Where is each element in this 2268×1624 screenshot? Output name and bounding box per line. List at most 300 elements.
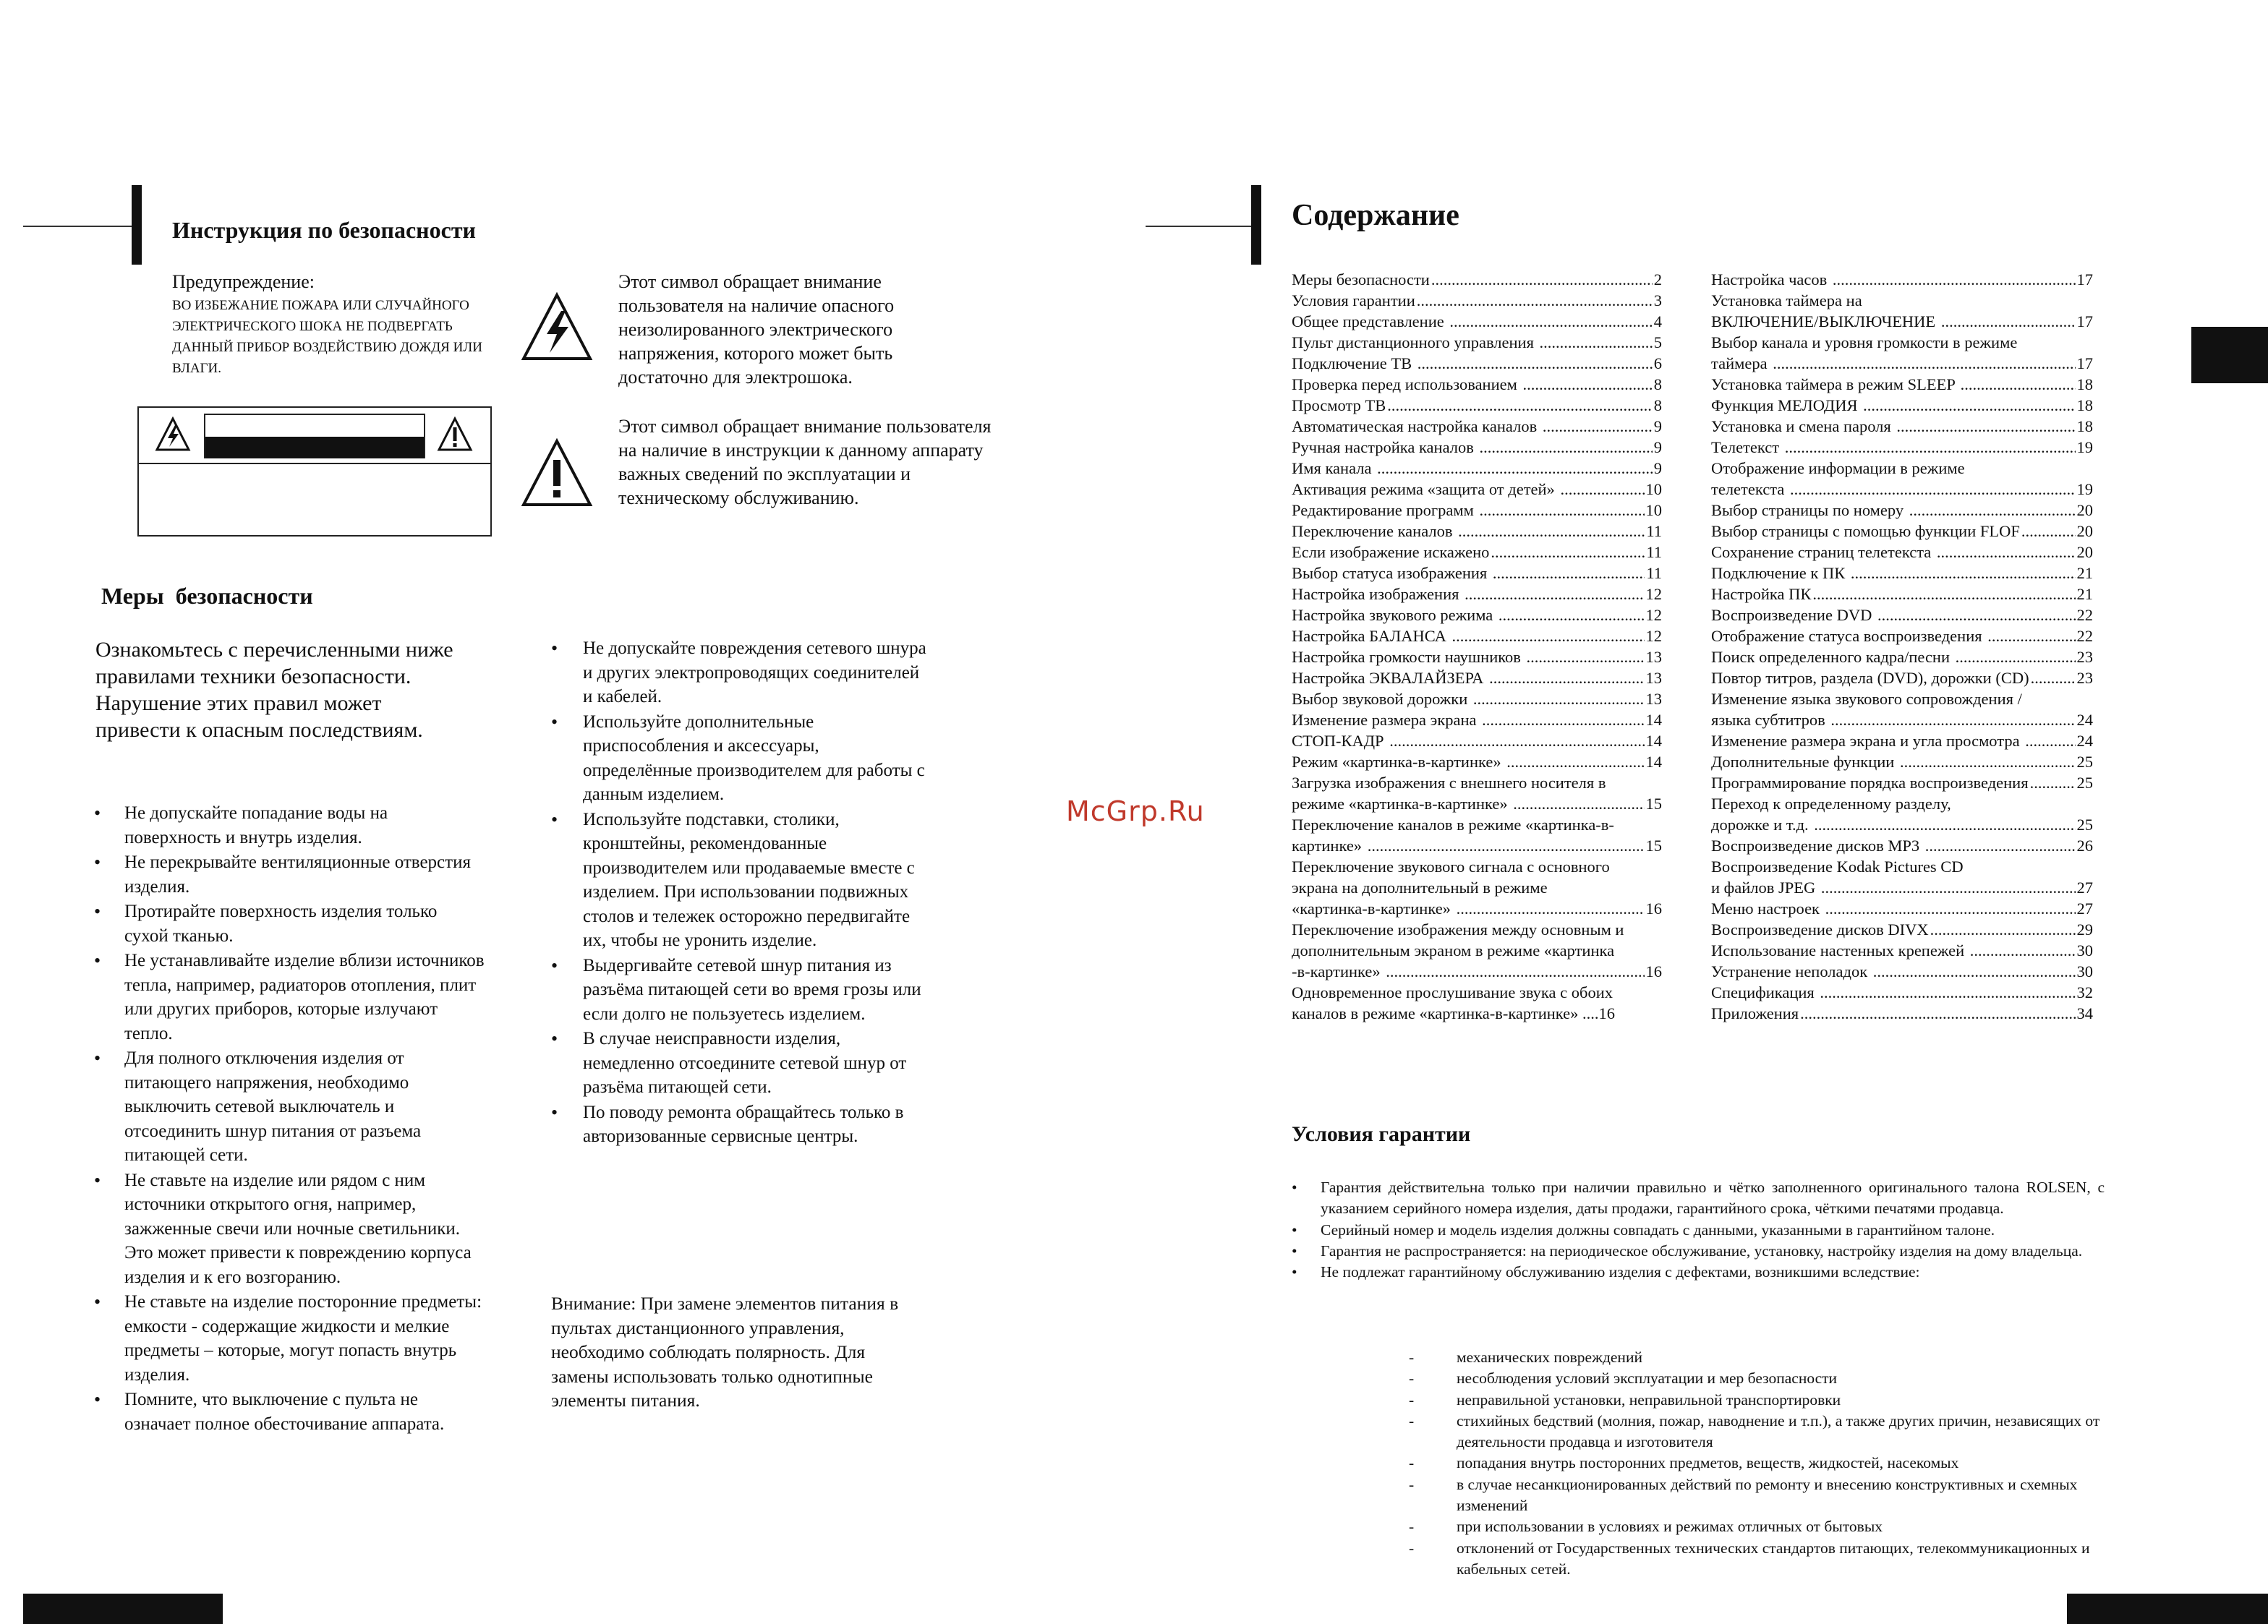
toc-entry-title: Пульт дистанционного управления bbox=[1292, 333, 1538, 351]
toc-dot-leader bbox=[1833, 269, 2076, 290]
footer-block-right bbox=[2067, 1594, 2268, 1624]
toc-entry[interactable] bbox=[1292, 961, 1662, 982]
toc-page-number: 8 bbox=[1653, 396, 1662, 414]
lightning-warning-icon bbox=[155, 416, 191, 453]
toc-dot-leader bbox=[1930, 919, 2076, 940]
toc-entry-title: Телетекст bbox=[1711, 438, 1783, 456]
list-item: • В случае неисправности изделия, немедленно отсоедините сетевой шнур от разъёма питающей сети. bbox=[551, 1027, 927, 1100]
toc-entry-title: Поиск определенного кадра/песни bbox=[1711, 648, 1954, 666]
toc-page-number: 22 bbox=[2076, 606, 2093, 624]
safety-rules-right bbox=[551, 636, 927, 1150]
toc-page-number: 13 bbox=[1645, 648, 1662, 666]
toc-page-number: 10 bbox=[1645, 480, 1662, 498]
symbol2-description: Этот символ обращает внимание пользователя на наличие в инструкции к данному аппарату важных сведений по эксплуатации и техническому обслуживанию. bbox=[618, 416, 992, 508]
toc-continuation-line: Загрузка изображения с внешнего носителя в bbox=[1292, 774, 1606, 792]
toc-entry-title: Функция МЕЛОДИЯ bbox=[1711, 396, 1862, 414]
toc-dot-leader bbox=[1473, 688, 1645, 709]
toc-page-number: 20 bbox=[2076, 522, 2093, 540]
toc-page-number: 19 bbox=[2076, 480, 2093, 498]
toc-entry[interactable] bbox=[1711, 835, 2093, 856]
toc-continuation-line: экрана на дополнительный в режиме bbox=[1292, 879, 1548, 897]
list-item: • Гарантия не распространяется: на периодическое обслуживание, установку, настройку изделия на дому владельца. bbox=[1292, 1241, 2105, 1262]
toc-page-number: 11 bbox=[1646, 564, 1662, 582]
toc-entry-title: Воспроизведение DVD bbox=[1711, 606, 1876, 624]
toc-continuation-line: Переход к определенному разделу, bbox=[1711, 795, 1951, 813]
toc-continuation-line: Переключение звукового сигнала с основного bbox=[1292, 858, 1610, 876]
toc-page-number: 13 bbox=[1645, 690, 1662, 708]
toc-dot-leader bbox=[1457, 898, 1645, 919]
toc-entry-title: телетекста bbox=[1711, 480, 1789, 498]
toc-continuation-line: Воспроизведение Kodak Pictures CD bbox=[1711, 858, 1964, 876]
list-item: • Используйте дополнительные приспособления и аксессуары, определённые производителем для работы с данным изделием. bbox=[551, 710, 927, 807]
header-bar-left bbox=[132, 185, 142, 265]
toc-page-number: 9 bbox=[1653, 459, 1662, 477]
toc-dot-leader bbox=[2021, 521, 2076, 542]
toc-dot-leader bbox=[1773, 353, 2075, 374]
toc-entry-title: Общее представление bbox=[1292, 312, 1449, 330]
toc-entry-title: Настройка часов bbox=[1711, 270, 1831, 289]
toc-dot-leader bbox=[1961, 374, 2076, 395]
toc-entry-title: Выбор статуса изображения bbox=[1292, 564, 1491, 582]
lightning-symbol-icon bbox=[521, 292, 593, 362]
list-item: - механических повреждений bbox=[1409, 1347, 2105, 1368]
toc-dot-leader bbox=[2031, 667, 2076, 688]
battery-attention-note: Внимание: При замене элементов питания в пультах дистанционного управления, необходимо соблюдать полярность. Для замены использовать только однотипные элементы питания. bbox=[551, 1293, 899, 1411]
toc-dot-leader bbox=[1506, 751, 1644, 772]
toc-page-number: 15 bbox=[1645, 795, 1662, 813]
toc-dot-leader bbox=[1458, 521, 1645, 542]
toc-dot-leader bbox=[1925, 835, 2076, 856]
toc-entry[interactable] bbox=[1711, 479, 2093, 500]
toc-column-1 bbox=[1292, 269, 1662, 1024]
list-item: - при использовании в условиях и режимах отличных от бытовых bbox=[1409, 1516, 2105, 1537]
toc-page-number: 22 bbox=[2076, 627, 2093, 645]
toc-page-number: 24 bbox=[2076, 711, 2093, 729]
toc-page-number: 17 bbox=[2076, 312, 2093, 330]
toc-dot-leader bbox=[1498, 604, 1645, 625]
safety-intro: Ознакомьтесь с перечисленными ниже правилами техники безопасности. Нарушение этих правил может привести к опасным последствиям. bbox=[95, 638, 453, 742]
list-item: • Не устанавливайте изделие вблизи источников тепла, например, радиаторов отопления, плит или других приборов, которые излучают тепло. bbox=[94, 949, 485, 1046]
toc-dot-leader bbox=[1820, 982, 2075, 1003]
toc-page-number: 11 bbox=[1646, 543, 1662, 561]
toc-entry-title: Воспроизведение дисков DIVX bbox=[1711, 920, 1929, 939]
toc-continuation-line: каналов в режиме «картинка-в-картинке» ....16 bbox=[1292, 1004, 1616, 1022]
toc-dot-leader bbox=[1513, 793, 1644, 814]
toc-entry[interactable] bbox=[1292, 730, 1662, 751]
toc-dot-leader bbox=[1790, 479, 2076, 500]
toc-page-number: 20 bbox=[2076, 543, 2093, 561]
toc-dot-leader bbox=[1909, 500, 2076, 521]
toc-entry-title: Программирование порядка воспроизведения bbox=[1711, 774, 2029, 792]
toc-entry[interactable] bbox=[1711, 898, 2093, 919]
toc-dot-leader bbox=[1937, 542, 2076, 563]
toc-dot-leader bbox=[1482, 709, 1644, 730]
toc-continuation-line: дополнительным экраном в режиме «картинка bbox=[1292, 941, 1615, 960]
toc-entry-title: языка субтитров bbox=[1711, 711, 1830, 729]
exclamation-symbol-icon bbox=[521, 438, 593, 508]
toc-page-number: 3 bbox=[1653, 291, 1662, 309]
toc-dot-leader bbox=[1812, 584, 2075, 604]
toc-dot-leader bbox=[1449, 311, 1652, 332]
toc-entry-title: Ручная настройка каналов bbox=[1292, 438, 1478, 456]
toc-dot-leader bbox=[1877, 604, 2076, 625]
toc-page-number: 17 bbox=[2076, 270, 2093, 289]
toc-dot-leader bbox=[1540, 332, 1653, 353]
toc-page-number: 34 bbox=[2076, 1004, 2093, 1022]
side-tab-marker bbox=[2191, 327, 2268, 383]
toc-entry-title: Использование настенных крепежей bbox=[1711, 941, 1969, 960]
list-item: - в случае несанкционированных действий по ремонту и внесению конструктивных и схемных изменений bbox=[1409, 1474, 2105, 1517]
toc-entry[interactable] bbox=[1292, 688, 1662, 709]
toc-entry[interactable] bbox=[1292, 416, 1662, 437]
toc-page-number: 32 bbox=[2076, 983, 2093, 1001]
toc-entry[interactable] bbox=[1292, 437, 1662, 458]
list-item: • Используйте подставки, столики, кронштейны, рекомендованные производителем или продаваемые вместе с изделием. При использовании подвижных столов и тележек осторожно передвигайте их, чтобы не уронить изделие. bbox=[551, 808, 927, 953]
toc-page-number: 4 bbox=[1653, 312, 1662, 330]
toc-page-number: 9 bbox=[1653, 417, 1662, 435]
list-item: - несоблюдения условий эксплуатации и мер безопасности bbox=[1409, 1368, 2105, 1389]
caution-label-divider bbox=[139, 463, 490, 464]
toc-entry[interactable] bbox=[1292, 395, 1662, 416]
toc-page-number: 18 bbox=[2076, 396, 2093, 414]
toc-page-number: 27 bbox=[2076, 879, 2093, 897]
toc-dot-leader bbox=[2025, 730, 2075, 751]
toc-entry-title: Меры безопасности bbox=[1292, 270, 1430, 289]
toc-dot-leader bbox=[1821, 877, 2076, 898]
list-item: • Помните, что выключение с пульта не означает полное обесточивание аппарата. bbox=[94, 1388, 485, 1436]
toc-continuation-line: Установка таймера на bbox=[1711, 291, 1862, 309]
toc-entry-title: Дополнительные функции bbox=[1711, 753, 1898, 771]
toc-page-number: 18 bbox=[2076, 417, 2093, 435]
toc-entry-title: Подключение к ПК bbox=[1711, 564, 1849, 582]
toc-entry[interactable] bbox=[1292, 563, 1662, 584]
toc-page-number: 8 bbox=[1653, 375, 1662, 393]
toc-dot-leader bbox=[1987, 625, 2075, 646]
toc-entry-title: Условия гарантии bbox=[1292, 291, 1415, 309]
toc-entry-title: Меню настроек bbox=[1711, 899, 1824, 918]
toc-entry-title: Спецификация bbox=[1711, 983, 1819, 1001]
toc-dot-leader bbox=[1479, 437, 1652, 458]
toc-dot-leader bbox=[1431, 269, 1653, 290]
footer-block-left bbox=[23, 1594, 223, 1624]
list-item: - попадания внутрь посторонних предметов, веществ, жидкостей, насекомых bbox=[1409, 1453, 2105, 1474]
toc-dot-leader bbox=[1418, 353, 1653, 374]
toc-page-number: 23 bbox=[2076, 648, 2093, 666]
toc-entry[interactable] bbox=[1711, 563, 2093, 584]
toc-entry[interactable] bbox=[1711, 877, 2093, 898]
warning-body: ВО ИЗБЕЖАНИЕ ПОЖАРА ИЛИ СЛУЧАЙНОГО ЭЛЕКТРИЧЕСКОГО ШОКА НЕ ПОДВЕРГАТЬ ДАННЫЙ ПРИБОР ВОЗДЕЙСТВИЮ ДОЖДЯ ИЛИ ВЛАГИ. bbox=[172, 298, 482, 376]
toc-entry[interactable] bbox=[1711, 730, 2093, 751]
toc-page-number: 18 bbox=[2076, 375, 2093, 393]
toc-page-number: 14 bbox=[1645, 711, 1662, 729]
toc-entry[interactable] bbox=[1711, 604, 2093, 625]
toc-dot-leader bbox=[1900, 751, 2076, 772]
toc-entry[interactable] bbox=[1711, 269, 2093, 290]
toc-page-number: 17 bbox=[2076, 354, 2093, 372]
toc-entry-title: Просмотр ТВ bbox=[1292, 396, 1386, 414]
toc-entry-title: картинке» bbox=[1292, 837, 1366, 855]
toc-entry[interactable] bbox=[1711, 814, 2093, 835]
toc-entry-title: Изменение размера экрана bbox=[1292, 711, 1481, 729]
toc-entry[interactable] bbox=[1711, 395, 2093, 416]
toc-entry-title: Выбор звуковой дорожки bbox=[1292, 690, 1472, 708]
toc-entry-title: Отображение статуса воспроизведения bbox=[1711, 627, 1987, 645]
list-item: • Для полного отключения изделия от питающего напряжения, необходимо выключить сетевой выключатель и отсоединить шнур питания от разъема питающей сети. bbox=[94, 1046, 485, 1168]
toc-dot-leader bbox=[1417, 290, 1653, 311]
toc-entry-title: ВКЛЮЧЕНИЕ/ВЫКЛЮЧЕНИЕ bbox=[1711, 312, 1940, 330]
toc-page-number: 14 bbox=[1645, 732, 1662, 750]
toc-entry[interactable] bbox=[1292, 542, 1662, 563]
section-title-safety-instructions: Инструкция по безопасности bbox=[172, 217, 476, 243]
toc-page-number: 5 bbox=[1653, 333, 1662, 351]
toc-page-number: 25 bbox=[2076, 774, 2093, 792]
list-item: • Серийный номер и модель изделия должны совпадать с данными, указанными в гарантийном талоне. bbox=[1292, 1220, 2105, 1241]
toc-entry[interactable] bbox=[1292, 521, 1662, 542]
toc-dot-leader bbox=[1493, 563, 1645, 584]
toc-entry-title: Подключение ТВ bbox=[1292, 354, 1416, 372]
toc-page-number: 26 bbox=[2076, 837, 2093, 855]
toc-entry[interactable] bbox=[1292, 898, 1662, 919]
toc-entry[interactable] bbox=[1292, 667, 1662, 688]
toc-entry[interactable] bbox=[1711, 584, 2093, 604]
toc-entry[interactable] bbox=[1292, 374, 1662, 395]
toc-continuation-line: Одновременное прослушивание звука с обоих bbox=[1292, 983, 1613, 1001]
watermark: McGrp.Ru bbox=[1066, 795, 1205, 827]
toc-entry-title: Настройка БАЛАНСА bbox=[1292, 627, 1451, 645]
toc-page-number: 23 bbox=[2076, 669, 2093, 687]
toc-entry-title: Установка таймера в режим SLEEP bbox=[1711, 375, 1959, 393]
toc-entry-title: Выбор страницы с помощью функции FLOF bbox=[1711, 522, 2020, 540]
toc-entry-title: «картинка-в-картинке» bbox=[1292, 899, 1455, 918]
list-item: • Не перекрывайте вентиляционные отверстия изделия. bbox=[94, 850, 485, 899]
toc-page-number: 27 bbox=[2076, 899, 2093, 918]
caution-black-bar bbox=[205, 437, 424, 458]
toc-page-number: 21 bbox=[2076, 564, 2093, 582]
toc-entry[interactable] bbox=[1711, 667, 2093, 688]
toc-dot-leader bbox=[1489, 667, 1644, 688]
toc-entry[interactable] bbox=[1292, 625, 1662, 646]
toc-page-number: 15 bbox=[1645, 837, 1662, 855]
toc-entry[interactable] bbox=[1292, 353, 1662, 374]
list-item: - стихийных бедствий (молния, пожар, наводнение и т.п.), а также других причин, независящих от деятельности продавца и изготовителя bbox=[1409, 1411, 2105, 1453]
toc-entry[interactable] bbox=[1292, 793, 1662, 814]
list-item: • Не ставьте на изделие или рядом с ним источники открытого огня, например, зажженные свечи или ночные светильники. Это может привести к повреждению корпуса изделия и к его возгоранию. bbox=[94, 1168, 485, 1290]
toc-entry-title: дорожке и т.д. bbox=[1711, 816, 1813, 834]
toc-entry[interactable] bbox=[1292, 709, 1662, 730]
toc-entry[interactable] bbox=[1292, 500, 1662, 521]
toc-entry-title: Повтор титров, раздела (DVD), дорожки (CD) bbox=[1711, 669, 2029, 687]
toc-entry[interactable] bbox=[1711, 709, 2093, 730]
toc-page-number: 29 bbox=[2076, 920, 2093, 939]
toc-dot-leader bbox=[1825, 898, 2076, 919]
header-bar-right bbox=[1251, 185, 1261, 265]
toc-entry[interactable] bbox=[1711, 542, 2093, 563]
toc-continuation-line: Выбор канала и уровня громкости в режиме bbox=[1711, 333, 2018, 351]
toc-entry[interactable] bbox=[1711, 500, 2093, 521]
toc-page-number: 21 bbox=[2076, 585, 2093, 603]
list-item: • Протирайте поверхность изделия только сухой тканью. bbox=[94, 899, 485, 948]
toc-continuation-line: Отображение информации в режиме bbox=[1711, 459, 1965, 477]
toc-entry[interactable] bbox=[1711, 416, 2093, 437]
toc-dot-leader bbox=[1491, 542, 1645, 563]
toc-entry[interactable] bbox=[1711, 751, 2093, 772]
list-item: - отклонений от Государственных технических стандартов питающих, телекоммуникационных и кабельных сетей. bbox=[1409, 1538, 2105, 1581]
toc-entry[interactable] bbox=[1711, 961, 2093, 982]
toc-dot-leader bbox=[1941, 311, 2076, 332]
toc-entry-title: Настройка звукового режима bbox=[1292, 606, 1497, 624]
toc-page-number: 14 bbox=[1645, 753, 1662, 771]
toc-column-2 bbox=[1711, 269, 2093, 1024]
toc-dot-leader bbox=[1851, 563, 2076, 584]
toc-page-number: 24 bbox=[2076, 732, 2093, 750]
toc-dot-leader bbox=[1873, 961, 2076, 982]
toc-entry[interactable] bbox=[1292, 311, 1662, 332]
toc-entry[interactable] bbox=[1711, 521, 2093, 542]
toc-dot-leader bbox=[1389, 730, 1644, 751]
toc-dot-leader bbox=[1830, 709, 2075, 730]
toc-entry-title: -в-картинке» bbox=[1292, 962, 1385, 980]
list-item: • Не допускайте повреждения сетевого шнура и других электропроводящих соединителей и кабелей. bbox=[551, 636, 927, 709]
warranty-title: Условия гарантии bbox=[1292, 1122, 1471, 1146]
toc-dot-leader bbox=[1785, 437, 2076, 458]
toc-page-number: 20 bbox=[2076, 501, 2093, 519]
toc-entry-title: Изменение размера экрана и угла просмотра bbox=[1711, 732, 2024, 750]
header-rule-right bbox=[1146, 226, 1251, 227]
toc-dot-leader bbox=[1863, 395, 2075, 416]
toc-page-number: 19 bbox=[2076, 438, 2093, 456]
toc-entry-title: Автоматическая настройка каналов bbox=[1292, 417, 1541, 435]
toc-dot-leader bbox=[1527, 646, 1645, 667]
toc-entry-title: Редактирование программ bbox=[1292, 501, 1478, 519]
toc-page-number: 30 bbox=[2076, 962, 2093, 980]
toc-entry[interactable] bbox=[1711, 646, 2093, 667]
toc-page-number: 6 bbox=[1653, 354, 1662, 372]
list-item: • Не ставьте на изделие посторонние предметы: емкости - содержащие жидкости и мелкие предметы – которые, могут попасть внутрь изделия. bbox=[94, 1290, 485, 1387]
toc-continuation-line: Переключение каналов в режиме «картинка-в- bbox=[1292, 816, 1614, 834]
toc-entry-title: и файлов JPEG bbox=[1711, 879, 1820, 897]
toc-entry-title: Настройка ПК bbox=[1711, 585, 1812, 603]
toc-page-number: 2 bbox=[1653, 270, 1662, 289]
list-item: - неправильной установки, неправильной транспортировки bbox=[1409, 1390, 2105, 1411]
warranty-exclusions bbox=[1409, 1347, 2105, 1580]
toc-page-number: 16 bbox=[1645, 899, 1662, 918]
toc-dot-leader bbox=[1800, 1003, 2075, 1024]
toc-dot-leader bbox=[1814, 814, 2075, 835]
toc-page-number: 16 bbox=[1645, 962, 1662, 980]
toc-entry[interactable] bbox=[1292, 269, 1662, 290]
toc-entry-title: Воспроизведение дисков MP3 bbox=[1711, 837, 1924, 855]
list-item: • Выдергивайте сетевой шнур питания из разъёма питающей сети во время грозы или если долго не пользуетесь изделием. bbox=[551, 954, 927, 1027]
list-item: • Гарантия действительна только при наличии правильно и чётко заполненного оригинального талона ROLSEN, с указанием серийного номера изделия, даты продажи, гарантийного срока, чёткими печатями продавца. bbox=[1292, 1177, 2105, 1220]
list-item: • По поводу ремонта обращайтесь только в авторизованные сервисные центры. bbox=[551, 1101, 927, 1149]
toc-page-number: 13 bbox=[1645, 669, 1662, 687]
toc-entry[interactable] bbox=[1711, 437, 2093, 458]
toc-page-number: 11 bbox=[1646, 522, 1662, 540]
toc-dot-leader bbox=[1543, 416, 1653, 437]
toc-entry-title: Проверка перед использованием bbox=[1292, 375, 1522, 393]
toc-entry-title: Активация режима «защита от детей» bbox=[1292, 480, 1559, 498]
toc-entry-title: Имя канала bbox=[1292, 459, 1376, 477]
toc-entry[interactable] bbox=[1711, 625, 2093, 646]
toc-dot-leader bbox=[1368, 835, 1645, 856]
toc-entry[interactable] bbox=[1711, 982, 2093, 1003]
safety-rules-left bbox=[94, 801, 485, 1437]
toc-entry[interactable] bbox=[1711, 772, 2093, 793]
toc-entry-title: Приложения bbox=[1711, 1004, 1799, 1022]
toc-entry[interactable] bbox=[1292, 604, 1662, 625]
toc-dot-leader bbox=[1451, 625, 1644, 646]
toc-entry[interactable] bbox=[1292, 458, 1662, 479]
toc-page-number: 12 bbox=[1645, 585, 1662, 603]
toc-entry[interactable] bbox=[1292, 584, 1662, 604]
toc-page-number: 25 bbox=[2076, 753, 2093, 771]
toc-entry-title: режиме «картинка-в-картинке» bbox=[1292, 795, 1512, 813]
toc-entry[interactable] bbox=[1292, 646, 1662, 667]
warning-label: Предупреждение: bbox=[172, 271, 315, 292]
toc-page-number: 9 bbox=[1653, 438, 1662, 456]
toc-entry-title: Переключение каналов bbox=[1292, 522, 1457, 540]
toc-entry[interactable] bbox=[1292, 479, 1662, 500]
toc-entry[interactable] bbox=[1711, 374, 2093, 395]
toc-continuation-line: Переключение изображения между основным и bbox=[1292, 920, 1624, 939]
toc-entry[interactable] bbox=[1292, 835, 1662, 856]
toc-page-number: 10 bbox=[1645, 501, 1662, 519]
toc-entry-title: Режим «картинка-в-картинке» bbox=[1292, 753, 1506, 771]
toc-entry-title: Устранение неполадок bbox=[1711, 962, 1872, 980]
toc-dot-leader bbox=[1479, 500, 1644, 521]
toc-entry[interactable] bbox=[1711, 353, 2093, 374]
toc-entry-title: таймера bbox=[1711, 354, 1772, 372]
exclamation-warning-icon bbox=[437, 416, 473, 453]
toc-entry-title: Установка и смена пароля bbox=[1711, 417, 1896, 435]
toc-entry[interactable] bbox=[1711, 940, 2093, 961]
list-item: • Не допускайте попадание воды на поверхность и внутрь изделия. bbox=[94, 801, 485, 850]
toc-entry[interactable] bbox=[1711, 1003, 2093, 1024]
caution-label-box bbox=[137, 406, 492, 537]
caution-label-center bbox=[204, 414, 425, 458]
header-rule-left bbox=[23, 226, 132, 227]
toc-entry[interactable] bbox=[1292, 751, 1662, 772]
toc-entry-title: Сохранение страниц телетекста bbox=[1711, 543, 1935, 561]
toc-page-number: 12 bbox=[1645, 606, 1662, 624]
warranty-conditions bbox=[1292, 1177, 2105, 1283]
toc-entry-title: Настройка изображения bbox=[1292, 585, 1464, 603]
section-title-safety-measures: Меры безопасности bbox=[101, 583, 313, 609]
toc-entry-title: Настройка громкости наушников bbox=[1292, 648, 1525, 666]
toc-entry-title: Выбор страницы по номеру bbox=[1711, 501, 1908, 519]
toc-entry-title: Если изображение искажено bbox=[1292, 543, 1490, 561]
toc-dot-leader bbox=[2030, 772, 2076, 793]
toc-entry[interactable] bbox=[1711, 919, 2093, 940]
toc-page-number: 30 bbox=[2076, 941, 2093, 960]
symbol1-description: Этот символ обращает внимание пользователя на наличие опасного неизолированного электрического напряжения, которого может быть достаточно для электрошока. bbox=[618, 271, 895, 388]
toc-page-number: 25 bbox=[2076, 816, 2093, 834]
toc-dot-leader bbox=[1465, 584, 1644, 604]
toc-entry[interactable] bbox=[1711, 311, 2093, 332]
toc-entry-title: СТОП-КАДР bbox=[1292, 732, 1389, 750]
toc-continuation-line: Изменение языка звукового сопровождения / bbox=[1711, 690, 2022, 708]
toc-dot-leader bbox=[1560, 479, 1644, 500]
toc-entry[interactable] bbox=[1292, 332, 1662, 353]
toc-title: Содержание bbox=[1292, 199, 1459, 232]
toc-page-number: 12 bbox=[1645, 627, 1662, 645]
toc-dot-leader bbox=[1386, 961, 1644, 982]
toc-entry[interactable] bbox=[1292, 290, 1662, 311]
toc-dot-leader bbox=[1970, 940, 2076, 961]
toc-dot-leader bbox=[1377, 458, 1653, 479]
list-item: • Не подлежат гарантийному обслуживанию изделия с дефектами, возникшими вследствие: bbox=[1292, 1262, 2105, 1283]
toc-dot-leader bbox=[1956, 646, 2076, 667]
